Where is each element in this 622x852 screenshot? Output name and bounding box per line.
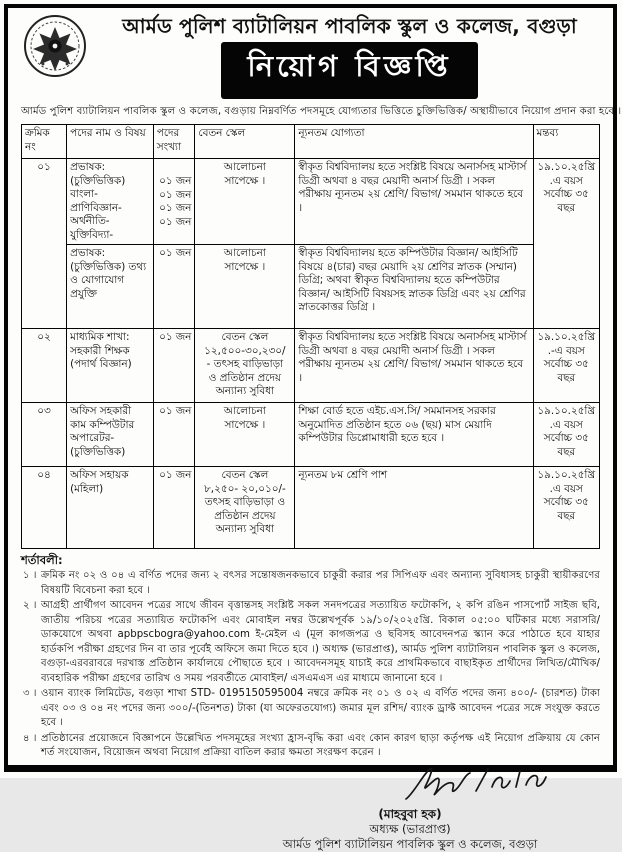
condition-number: ২ । [23, 600, 37, 612]
post-name-01a [67, 159, 154, 245]
pay-scale-01a: আলোচনা সাপেক্ষে । [195, 159, 295, 245]
qualification-01a: স্বীকৃত বিশ্ববিদ্যালয় হতে সংশ্লিষ্ট বিষয়ে অনার্সসহ মাস্টার্স ডিগ্রী অথবা ৪ বছর মেয়াদী অনার্স ডিগ্রী । সকল পরীক্ষায় ন্যূনতম ২য় শ্রেণি/ বিভাগ/ সমমান থাকতে হবে । [295, 159, 533, 245]
signatory-org: আর্মড পুলিশ ব্যাটালিয়ন পাবলিক স্কুল ও কলেজ, বগুড়া [282, 836, 538, 851]
count-item: ০১ জন [159, 202, 192, 215]
qualification-04: ন্যূনতম ৮ম শ্রেণি পাশ [295, 467, 533, 549]
condition-text: প্রতিষ্ঠানের প্রয়োজনে বিজ্ঞাপনে উল্লেখিত পদসমূহের সংখ্যা হ্রাস-বৃদ্ধি করা এবং কোন কারণ ছাড়া কর্তৃপক্ষ এই নিয়োগ প্রক্রিয়ায় যে কোন শর্ত সংযোজন, বিয়োজন অথবা নিয়োগ প্রক্রিয়া বাতিল করার ক্ষমতা সংরক্ষণ করেন । [41, 732, 600, 759]
pay-scale-01b: আলোচনা সাপেক্ষে । [195, 245, 295, 329]
post-count-01b: ০১ জন [153, 245, 195, 329]
pay-scale-04: বেতন স্কেল ৮,২৫০- ২০,০১০/-তৎসহ বাড়িভাড়া ও প্রতিষ্ঠান প্রদেয় অন্যান্য সুবিধা [195, 467, 295, 549]
table-row-03 [22, 403, 600, 467]
notice-tagline: আর্মড পুলিশ ব্যাটালিয়ন পাবলিক স্কুল ও কলেজ, বগুড়ায় নিম্নবর্ণিত পদসমূহে যোগ্যতার ভিত্তিতে চুক্তিভিত্তিক/ অস্থায়ীভাবে নিয়োগ প্রদান করা হবে । [21, 106, 622, 117]
condition-text: আগ্রহী প্রার্থীগণ আবেদন পত্রের সাথে জীবন বৃত্তান্তসহ সংশ্লিষ্ট সকল সনদপত্রের সত্যায়িত ফটোকপি, ২ কপি রঙিন পাসপোর্ট সাইজ ছবি, জাতীয় পরিচয় পত্রের সত্যায়িত ফটোকপি এবং মোবাইল নম্বর উল্লেখপূর্বক ১৯/১০/২০২৫খ্রি. বিকাল ০৫:০০ ঘটিকার মধ্যে সরাসরি/ ডাকযোগে অথবা apbpscbogra@yahoo.com ই-মেইল এ (মূল কাগজপত্র ও ছবিসহ আবেদনপত্র স্ক্যান করে পাঠাতে হবে যাহার হার্ডকপি পরীক্ষা গ্রহণের দিন বা তার পূর্বেই অফিসে জমা দিতে হবে ।) অধ্যক্ষ (ভারপ্রাপ্ত), আর্মড পুলিশ ব্যাটালিয়ন পাবলিক স্কুল ও কলেজ, বগুড়া-এরবরাবরে দরখাস্ত প্রতিষ্ঠান কার্যালয়ে পৌছাতে হবে । আবেদনসমূহ যাচাই করে প্রাথমিকভাবে বাছাইকৃত প্রার্থীদের লিখিত/মৌখিক/ ব্যবহারিক পরীক্ষা গ্রহণের তারিখ ও সময় পরবর্তীতে মোবাইল/ এসএমএস এর মাধ্যমে জানানো হবে । [41, 600, 600, 684]
pay-scale-03: আলোচনা সাপেক্ষে । [195, 403, 295, 467]
count-spacer [157, 161, 192, 175]
count-item: ০১ জন [159, 188, 192, 201]
notice-title: নিয়োগ বিজ্ঞপ্তি [247, 49, 452, 83]
post-title: প্রভাষক: (চুক্তিভিত্তিক) [70, 161, 126, 187]
col-serial: ক্রমিক নং [22, 125, 67, 159]
serial-01: ০১ [22, 159, 67, 329]
col-pay-scale: বেতন স্কেল [195, 125, 295, 159]
post-count-03: ০১ জন [153, 403, 195, 467]
post-name-01b: প্রভাষক: (চুক্তিভিত্তিক) তথ্য ও যোগাযোগ প্রযুক্তি [67, 245, 154, 329]
signature-scrawl [400, 763, 560, 807]
post-count-01a [153, 159, 195, 245]
table-header-row [22, 125, 600, 159]
post-name-04: অফিস সহায়ক (মহিলা) [67, 467, 154, 549]
condition-number: ৩ । [23, 688, 37, 700]
serial-04: ০৪ [22, 467, 67, 549]
post-name-02: মাধ্যমিক শাখা: সহকারী শিক্ষক (পদার্থ বিজ্ঞান) [67, 329, 154, 403]
signatory-name: (মাহবুবা হক) [378, 806, 442, 821]
remark-02: ১৯.১০.২৫খ্রি.-এ বয়স সর্বোচ্চ ৩৫ বছর [533, 329, 600, 403]
serial-03: ০৩ [22, 403, 67, 467]
condition-text: ক্রমিক নং ০২ ও ০৪ এ বর্ণিত পদের জন্য ২ বৎসর সন্তোষজনকভাবে চাকুরী করার পর সিপিএফ এবং অন্যান্য সুবিধাসহ চাকুরী স্থায়ীকরণের বিষয়টি বিবেচনা করা হবে । [41, 570, 600, 596]
condition-text: ওয়ান ব্যাংক লিমিটেড, বগুড়া শাখা STD- 0195150595004 নম্বরে ক্রমিক নং ০১ ও ০২ এ বর্ণিত পদের জন্য ৪০০/- (চারশত) টাকা এবং ০৩ ও ০৪ নং পদের জন্য ৩০০/-(তিনশত) টাকা (যা অফেরতযোগ্য) জমার মূল রশিদ/ ব্যাংক ড্রাফ্ট আবেদন পত্রের সঙ্গে সংযুক্ত করতে হবে । [41, 688, 600, 729]
condition-item-1 [21, 569, 600, 598]
subject-item: প্রাণিবিজ্ঞান- [70, 201, 122, 214]
table-row-01b [22, 245, 600, 329]
col-remarks: মন্তব্য [533, 125, 600, 159]
condition-number: ৪ । [23, 732, 37, 744]
qualification-03: শিক্ষা বোর্ড হতে এইচ.এস.সি/ সমমানসহ সরকার অনুমোদিত প্রতিষ্ঠান হতে ০৬ (ছয়) মাস মেয়াদি কম্পিউটার ডিপ্লোমাধারী হতে হবে । [295, 403, 533, 467]
serial-02: ০২ [22, 329, 67, 403]
col-qualification: ন্যূনতম যোগ্যতা [295, 125, 533, 159]
table-row-02 [22, 329, 600, 403]
table-row-04 [22, 467, 600, 549]
condition-number: ১ । [23, 570, 37, 582]
qualification-02: স্বীকৃত বিশ্ববিদ্যালয় হতে সংশ্লিষ্ট বিষয়ে অনার্সসহ মাস্টার্স ডিগ্রী অথবা ৪ বছর মেয়াদী অনার্স ডিগ্রী । সকল পরীক্ষায় ন্যূনতম ২য় শ্রেণি/ বিভাগ/ সমমান থাকতে হবে । [295, 329, 533, 403]
school-seal-icon [23, 14, 87, 78]
condition-item-2 [21, 599, 600, 686]
posts-table [21, 124, 600, 549]
remark-01: ১৯.১০.২৫খ্রি.এ বয়স সর্বোচ্চ ৩৫ বছর [533, 159, 600, 329]
subject-item: অর্থনীতি- [70, 215, 110, 228]
count-item: ০১ জন [159, 175, 192, 187]
subject-item: বাংলা- [70, 188, 98, 201]
conditions-heading: শর্তাবলী: [21, 553, 63, 568]
qualification-01b: স্বীকৃত বিশ্ববিদ্যালয় হতে কম্পিউটার বিজ্ঞান/ আইসিটি বিষয়ে ৪(চার) বছর মেয়াদি ২য় শ্রেণির স্নাতক (সম্মান) ডিগ্রি; অথবা স্বীকৃত বিশ্ববিদ্যালয় হতে কম্পিউটার বিজ্ঞান/ আইসিটি বিষয়সহ স্নাতক ডিগ্রি এবং ২য় শ্রেণির স্নাতকোত্তর ডিগ্রি । [295, 245, 533, 329]
org-name: আর্মড পুলিশ ব্যাটালিয়ন পাবলিক স্কুল ও কলেজ, বগুড়া [122, 14, 577, 38]
signatory-designation: অধ্যক্ষ (ভারপ্রাপ্ত) [369, 821, 451, 836]
notice-frame [4, 4, 622, 851]
col-post-count: পদের সংখ্যা [153, 125, 195, 159]
condition-item-4 [21, 732, 600, 761]
remark-04: ১৯.১০.২৫খ্রি.এ বয়স সর্বোচ্চ ৩৫ বছর [533, 467, 600, 549]
post-name-03: অফিস সহকারী কাম কম্পিউটার অপারেটর- (চুক্তিভিত্তিক) [67, 403, 154, 467]
post-count-04: ০১ জন [153, 467, 195, 549]
pay-scale-02: বেতন স্কেল ১২,৫০০-৩০,২৩০/- তৎসহ বাড়িভাড়া ও প্রতিষ্ঠান প্রদেয় অন্যান্য সুবিধা [195, 329, 295, 403]
post-count-02: ০১ জন [153, 329, 195, 403]
conditions-section [21, 552, 600, 761]
subject-item: যুক্তিবিদ্যা- [70, 228, 114, 241]
remark-03: ১৯.১০.২৫খ্রি.এ বয়স সর্বোচ্চ ৩৫ বছর [533, 403, 600, 467]
notice-title-banner [221, 42, 477, 99]
condition-item-3 [21, 687, 600, 730]
table-row-01a [22, 159, 600, 245]
signature-block [250, 763, 570, 852]
count-item: ০১ জন [159, 215, 192, 228]
col-post-name: পদের নাম ও বিষয় [67, 125, 154, 159]
header-titles [21, 12, 600, 99]
notice-header [21, 12, 600, 99]
